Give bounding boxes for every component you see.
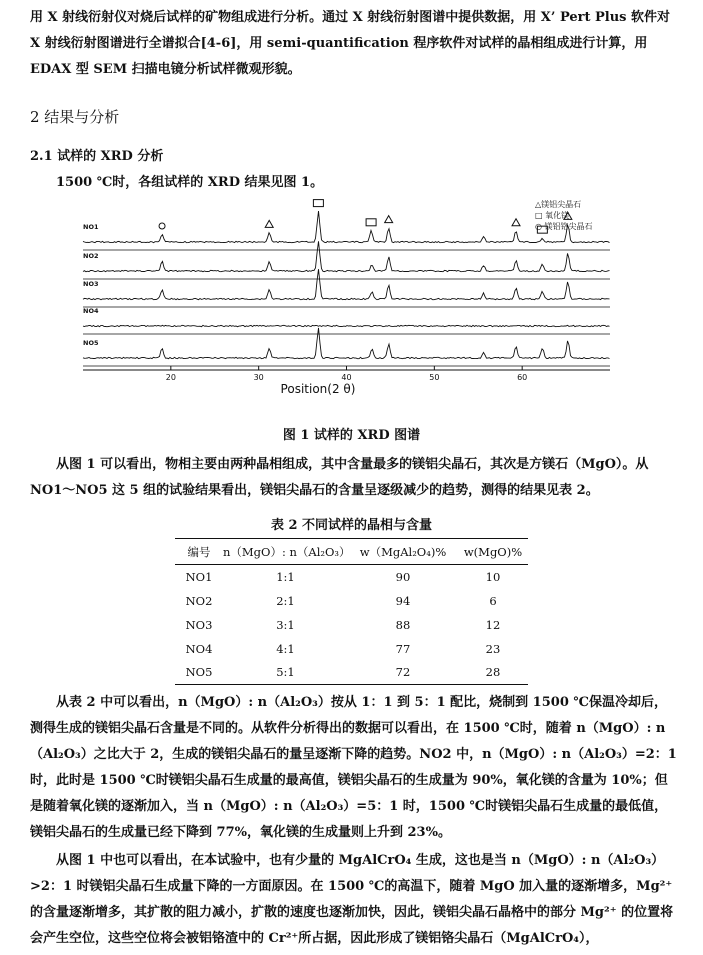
cell-id: NO3 xyxy=(185,617,213,632)
cell-ratio: 3:1 xyxy=(276,617,295,632)
cell-ratio: 4:1 xyxy=(276,641,295,656)
xrd-intro-sentence: 1500 ℃时，各组试样的 XRD 结果见图 1。 xyxy=(56,175,324,190)
cell-id: NO2 xyxy=(185,593,213,608)
para-after-figure: 从图 1 可以看出，物相主要由两种晶相组成，其中含量最多的镁铝尖晶石，其次是方镁石（MgO）。从 NO1～NO5 这 5 组的试验结果看出，镁铝尖晶石的含量呈逐级减少的趋势，测得的结果见表 2。 xyxy=(30,457,649,498)
cell-spinel: 90 xyxy=(395,569,411,584)
cell-spinel: 77 xyxy=(395,641,411,656)
phase-markers xyxy=(159,200,572,234)
header-spinel: w（MgAl₂O₄)% xyxy=(348,539,458,565)
cell-spinel: 94 xyxy=(395,593,411,608)
marker-spinel xyxy=(385,216,393,223)
header-ratio: n（MgO）: n（Al₂O₃） xyxy=(223,539,348,565)
cell-id: NO1 xyxy=(185,569,213,584)
xrd-trace-no1 xyxy=(83,211,610,243)
marker-mgalcro4 xyxy=(159,223,165,229)
cell-ratio: 2:1 xyxy=(276,593,295,608)
sample-label-no3: NO3 xyxy=(83,280,99,288)
xrd-traces xyxy=(83,211,610,366)
subsection-heading: 2.1 试样的 XRD 分析 xyxy=(30,149,164,164)
header-mgo: w(MgO)% xyxy=(458,539,528,565)
legend-mgalcro4: ○ 镁铝铬尖晶石 xyxy=(535,222,593,231)
x-tick-label: 60 xyxy=(517,373,528,382)
cell-ratio: 5:1 xyxy=(223,661,348,685)
xrd-trace-no3 xyxy=(83,269,610,300)
x-axis-ticks xyxy=(166,366,528,382)
marker-spinel xyxy=(512,219,520,226)
x-tick-label: 50 xyxy=(429,373,440,382)
x-axis-label: Position(2 θ) xyxy=(280,382,356,396)
para-table-analysis: 从表 2 中可以看出，n（MgO）: n（Al₂O₃）按从 1：1 到 5：1 配比，烧制到 1500 ℃保温冷却后，测得生成的镁铝尖晶石含量是不同的。从软件分析得出的数据可以看出，在 1500 ℃时，随着 n（MgO）: n（Al₂O₃）之比大于 2，生成的镁铝尖晶石的量呈逐渐下降的趋势。NO2 中，n（MgO）: n（Al₂O₃）=2：1 时，此时是 1500 ℃时镁铝尖晶石生成量的最高值，镁铝尖晶石的生成量为 90%，氧化镁的含量为 10%；但是随着氧化镁的逐渐加入，当 n（MgO）: n（Al₂O₃）=5：1 时，1500 ℃时镁铝尖晶石生成量的最低值，镁铝尖晶石的生成量已经下降到 77%，氧化镁的生成量则上升到 23%。 xyxy=(30,695,677,840)
table-row xyxy=(175,613,528,637)
marker-mgo xyxy=(313,200,323,207)
xrd-figure xyxy=(80,198,625,403)
table-caption: 表 2 不同试样的晶相与含量 xyxy=(270,518,433,533)
cell-mgo: 28 xyxy=(458,661,528,685)
sample-label-no4: NO4 xyxy=(83,307,99,315)
cell-mgo: 10 xyxy=(485,569,501,584)
cell-ratio: 1:1 xyxy=(276,569,295,584)
cell-mgo: 23 xyxy=(485,641,501,656)
sample-label-no1: NO1 xyxy=(83,223,99,231)
x-tick-label: 30 xyxy=(253,373,264,382)
marker-mgo xyxy=(366,219,376,226)
marker-spinel xyxy=(265,220,273,227)
x-tick-label: 20 xyxy=(165,373,176,382)
cell-id: NO5 xyxy=(175,661,223,685)
figure-caption: 图 1 试样的 XRD 图谱 xyxy=(282,428,421,443)
xrd-trace-no5 xyxy=(83,328,610,359)
table-row xyxy=(175,565,528,589)
table-row xyxy=(175,661,528,685)
cell-mgo: 6 xyxy=(489,593,497,608)
header-id: 编号 xyxy=(175,539,223,565)
xrd-trace-no4 xyxy=(83,325,610,326)
xrd-trace-no2 xyxy=(83,241,610,271)
cell-mgo: 12 xyxy=(485,617,501,632)
legend-mgo: □ 氧化镁 xyxy=(535,211,570,220)
legend-spinel: △镁铝尖晶石 xyxy=(535,200,582,209)
sample-label-no5: NO5 xyxy=(83,339,99,347)
para-final: 从图 1 中也可以看出，在本试验中，也有少量的 MgAlCrO₄ 生成，这也是当 n（MgO）: n（Al₂O₃）>2：1 时镁铝尖晶石生成量下降的一方面原因。在 1500 ℃的高温下，随着 MgO 加入量的逐渐增多，Mg²⁺ 的含量逐渐增多，其扩散的阻力减小，扩散的速度也逐渐加快，因此，镁铝尖晶石晶格中的部分 Mg²⁺ 的位置将会产生空位，这些空位将会被铝铬渣中的 Cr²⁺所占据，因此形成了镁铝铬尖晶石（MgAlCrO₄）， xyxy=(30,853,674,946)
cell-spinel: 72 xyxy=(348,661,458,685)
intro-paragraph: 用 X 射线衍射仪对烧后试样的矿物组成进行分析。通过 X 射线衍射图谱中提供数据，用 X’ Pert Plus 软件对 X 射线衍射图谱进行全谱拟合[4-6]，用 semi-quantification 程序软件对试样的晶相组成进行计算，用 EDAX 型 SEM 扫描电镜分析试样微观形貌。 xyxy=(30,10,671,77)
section-heading: 2 结果与分析 xyxy=(30,108,120,126)
table-row xyxy=(175,589,528,613)
phase-content-table xyxy=(175,538,528,685)
table-header-row xyxy=(175,539,528,565)
x-tick-label: 40 xyxy=(341,373,352,382)
cell-id: NO4 xyxy=(185,641,213,656)
cell-spinel: 88 xyxy=(395,617,411,632)
sample-label-no2: NO2 xyxy=(83,252,99,260)
table-row xyxy=(175,637,528,661)
